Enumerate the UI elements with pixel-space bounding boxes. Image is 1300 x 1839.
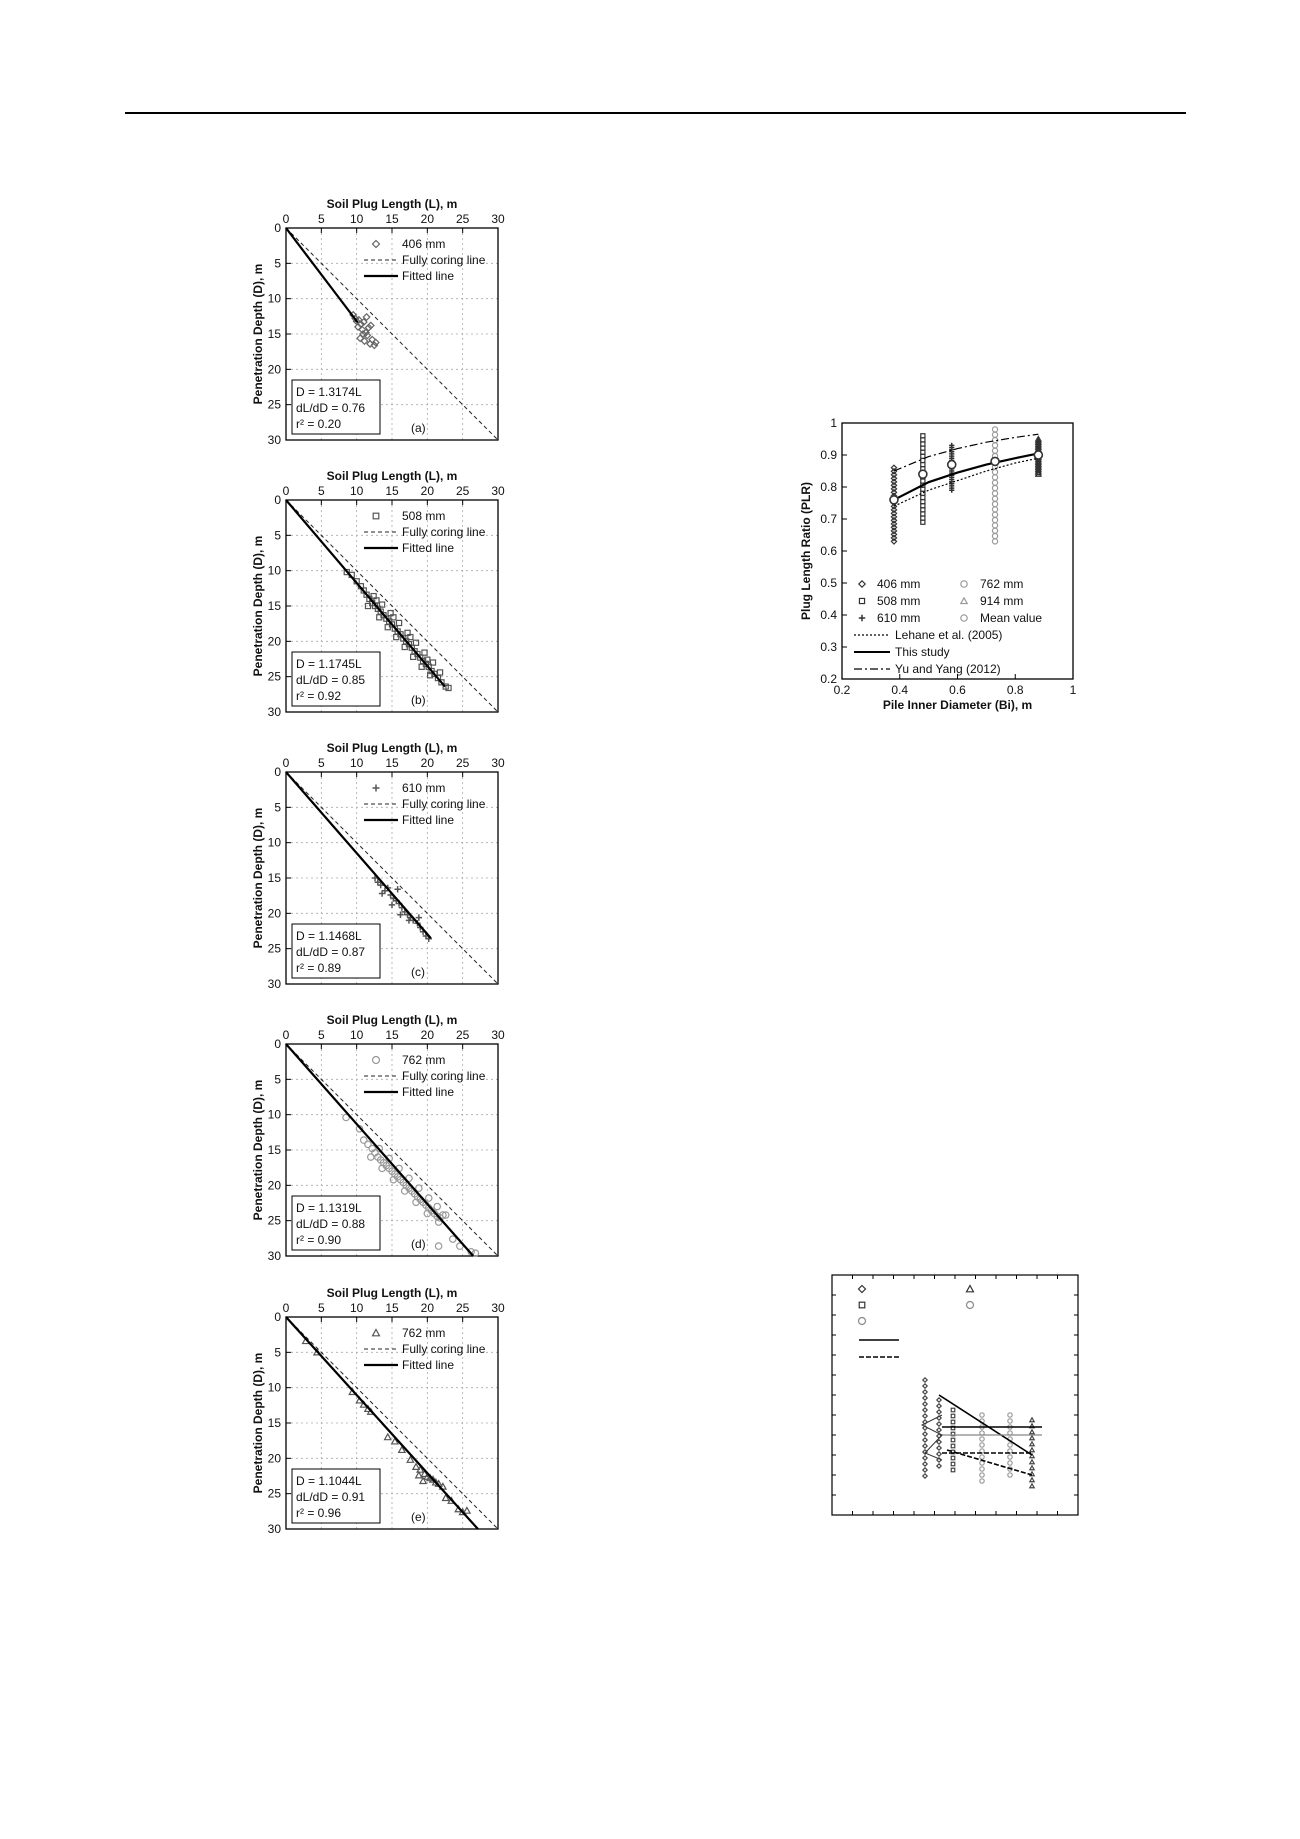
data-point	[923, 1438, 927, 1442]
y-tick-label: 20	[267, 1178, 281, 1193]
panel-label: (e)	[411, 1510, 426, 1524]
y-tick-label: 15	[267, 871, 281, 885]
x-tick-label: 10	[349, 1301, 364, 1315]
data-point	[1008, 1419, 1012, 1423]
y-axis-title: Penetration Depth (D), m	[251, 1079, 265, 1221]
equation-text: dL/dD = 0.88	[296, 1217, 366, 1231]
data-point	[1030, 1436, 1034, 1440]
plr-data-point	[891, 535, 896, 540]
legend-label-coring: Fully coring line	[402, 525, 486, 539]
x-axis-title: Soil Plug Length (L), m	[326, 1013, 458, 1027]
y-tick-label: 25	[267, 1213, 281, 1228]
legend-marker	[859, 581, 865, 587]
y-tick-label: 0.8	[820, 480, 837, 494]
plr-data-point	[992, 491, 997, 496]
y-tick-label: 15	[267, 327, 281, 341]
data-point	[464, 1507, 470, 1513]
x-tick-label: 25	[455, 1028, 470, 1042]
plr-data-point	[891, 521, 896, 526]
data-point	[434, 1203, 440, 1209]
y-axis-title: Plug Length Ratio (PLR)	[799, 482, 813, 620]
plr-data-point	[891, 511, 896, 516]
legend-label: Lehane et al. (2005)	[895, 628, 1003, 642]
equation-text: D = 1.1745L	[296, 657, 362, 671]
x-tick-label: 30	[491, 1301, 505, 1315]
plr-data-point	[891, 479, 896, 484]
data-point	[951, 1444, 955, 1448]
data-point	[980, 1467, 984, 1471]
data-point	[937, 1452, 941, 1456]
plr-data-point	[992, 523, 997, 528]
legend-marker	[967, 1286, 974, 1292]
data-point	[416, 914, 422, 920]
legend-marker	[961, 598, 967, 604]
data-point	[951, 1438, 955, 1442]
x-tick-label: 20	[420, 484, 435, 498]
y-tick-label: 10	[267, 563, 281, 578]
panel-label: (b)	[411, 693, 426, 707]
panel-label: (d)	[411, 1237, 426, 1251]
data-point	[980, 1479, 984, 1483]
y-tick-label: 10	[267, 291, 281, 306]
plot-frame	[832, 1275, 1078, 1515]
data-point	[435, 1243, 441, 1249]
panel-label: (c)	[411, 965, 425, 979]
legend-label-fitted: Fitted line	[402, 813, 455, 827]
equation-text: r² = 0.92	[296, 689, 342, 703]
plr-data-point	[992, 475, 997, 480]
data-point	[923, 1444, 927, 1448]
plr-data-point	[992, 427, 997, 432]
x-tick-label: 25	[455, 756, 470, 770]
data-point	[923, 1414, 927, 1418]
plr-data-point	[891, 486, 896, 491]
y-tick-label: 0.3	[820, 640, 837, 654]
x-tick-label: 0.6	[949, 683, 966, 697]
data-point	[937, 1398, 941, 1402]
plr-data-point	[992, 517, 997, 522]
legend-label: Yu and Yang (2012)	[895, 662, 1001, 676]
data-point	[951, 1414, 955, 1418]
x-tick-label: 1	[1069, 683, 1077, 697]
y-tick-label: 30	[267, 977, 281, 991]
panel-c	[251, 741, 505, 991]
x-tick-label: 0.8	[1006, 683, 1024, 697]
fit-line	[939, 1395, 1032, 1455]
plr-data-point	[891, 532, 896, 537]
legend-marker	[859, 1286, 866, 1293]
data-point	[368, 1154, 374, 1160]
equation-text: D = 1.1468L	[296, 929, 362, 943]
x-tick-label: 0	[282, 484, 290, 498]
legend-marker	[859, 1302, 865, 1308]
legend-marker	[373, 513, 379, 519]
plr-data-point	[891, 490, 896, 495]
data-point	[1030, 1442, 1034, 1446]
y-tick-label: 20	[267, 906, 281, 921]
y-tick-label: 15	[267, 1416, 281, 1430]
y-tick-label: 25	[267, 397, 281, 412]
data-point	[389, 902, 395, 908]
equation-text: D = 1.1319L	[296, 1201, 362, 1215]
data-point	[420, 1478, 426, 1484]
y-tick-label: 25	[267, 1486, 281, 1501]
data-point	[980, 1455, 984, 1459]
plr-data-point	[992, 512, 997, 517]
plr-data-point	[891, 469, 896, 474]
plr-data-point	[891, 528, 896, 533]
equation-text: r² = 0.90	[296, 1233, 342, 1247]
data-point	[426, 1195, 432, 1201]
panel-e	[251, 1286, 505, 1536]
y-tick-label: 20	[267, 362, 281, 377]
equation-text: dL/dD = 0.87	[296, 945, 366, 959]
plr-data-point	[891, 525, 896, 530]
y-tick-label: 20	[267, 1451, 281, 1466]
plr-data-point	[992, 448, 997, 453]
plr-data-point	[891, 476, 896, 481]
data-point	[923, 1378, 927, 1382]
equation-text: D = 1.1044L	[296, 1474, 362, 1488]
legend-label-coring: Fully coring line	[402, 1342, 486, 1356]
x-tick-label: 15	[385, 756, 399, 770]
legend-label-coring: Fully coring line	[402, 253, 486, 267]
x-tick-label: 0	[282, 756, 290, 770]
data-point	[1008, 1455, 1012, 1459]
data-point	[951, 1420, 955, 1424]
x-tick-label: 20	[420, 1301, 435, 1315]
equation-text: r² = 0.89	[296, 961, 342, 975]
y-tick-label: 1	[830, 416, 837, 430]
mean-value-point	[1034, 451, 1042, 459]
fit-line	[947, 1450, 1032, 1475]
legend-label-coring: Fully coring line	[402, 1069, 486, 1083]
x-tick-label: 20	[420, 756, 435, 770]
plr-data-point	[992, 501, 997, 506]
x-axis-title: Soil Plug Length (L), m	[326, 1286, 458, 1300]
y-tick-label: 20	[267, 634, 281, 649]
panel-label: (a)	[411, 421, 426, 435]
x-tick-label: 10	[349, 484, 364, 498]
data-point	[1008, 1473, 1012, 1477]
legend-marker	[859, 615, 865, 621]
y-axis-title: Penetration Depth (D), m	[251, 535, 265, 677]
data-point	[1030, 1430, 1034, 1434]
plr-data-point	[992, 496, 997, 501]
y-tick-label: 5	[274, 1072, 281, 1087]
x-tick-label: 30	[491, 756, 505, 770]
data-point	[951, 1408, 955, 1412]
data-point	[980, 1443, 984, 1447]
legend-label-series: 610 mm	[402, 781, 446, 795]
data-point	[937, 1422, 941, 1426]
equation-text: dL/dD = 0.91	[296, 1490, 366, 1504]
y-tick-label: 0	[274, 493, 281, 507]
mean-value-point	[919, 470, 927, 478]
x-tick-label: 25	[455, 1301, 470, 1315]
plr-data-point	[992, 485, 997, 490]
legend-label: 762 mm	[980, 577, 1024, 591]
x-tick-label: 30	[491, 1028, 505, 1042]
x-tick-label: 5	[317, 756, 325, 770]
data-point	[980, 1413, 984, 1417]
plr-data-point	[992, 469, 997, 474]
y-tick-label: 0.4	[820, 608, 837, 622]
plr-data-point	[891, 472, 896, 477]
y-axis-title: Penetration Depth (D), m	[251, 807, 265, 949]
x-axis-title: Pile Inner Diameter (Bi), m	[882, 698, 1033, 712]
data-point	[923, 1396, 927, 1400]
y-tick-label: 5	[274, 800, 281, 815]
data-point	[951, 1462, 955, 1466]
y-axis-title: Penetration Depth (D), m	[251, 263, 265, 405]
plr-data-point	[891, 514, 896, 519]
data-point	[1030, 1460, 1034, 1464]
y-tick-label: 30	[267, 433, 281, 447]
plr-data-point	[891, 518, 896, 523]
legend-label-fitted: Fitted line	[402, 1085, 455, 1099]
plr-data-point	[992, 443, 997, 448]
y-tick-label: 0	[274, 1310, 281, 1324]
x-tick-label: 15	[385, 1301, 399, 1315]
data-point	[394, 886, 400, 892]
y-tick-label: 30	[267, 1522, 281, 1536]
legend-label-series: 762 mm	[402, 1326, 446, 1340]
legend-label: 610 mm	[877, 611, 921, 625]
plr-data-point	[992, 432, 997, 437]
data-point	[1030, 1418, 1034, 1422]
legend-label: This study	[895, 645, 950, 659]
data-point	[923, 1432, 927, 1436]
data-point	[1008, 1443, 1012, 1447]
data-point	[923, 1384, 927, 1388]
legend-label: 508 mm	[877, 594, 921, 608]
data-point	[1030, 1466, 1034, 1470]
data-point	[923, 1456, 927, 1460]
data-point	[1030, 1448, 1034, 1452]
data-point	[937, 1404, 941, 1408]
x-tick-label: 0	[282, 212, 290, 226]
data-point	[923, 1390, 927, 1394]
y-tick-label: 0.7	[820, 512, 837, 526]
y-tick-label: 0	[274, 765, 281, 779]
data-point	[1008, 1461, 1012, 1465]
equation-text: D = 1.3174L	[296, 385, 362, 399]
data-point	[385, 1434, 391, 1440]
x-tick-label: 5	[317, 212, 325, 226]
plr-data-point	[992, 480, 997, 485]
y-tick-label: 30	[267, 1249, 281, 1263]
legend-label-fitted: Fitted line	[402, 1358, 455, 1372]
y-tick-label: 0.9	[820, 448, 837, 462]
x-tick-label: 5	[317, 484, 325, 498]
legend-label-coring: Fully coring line	[402, 797, 486, 811]
data-point	[1008, 1413, 1012, 1417]
data-point	[437, 670, 442, 675]
data-point	[923, 1468, 927, 1472]
legend-marker	[373, 241, 380, 248]
legend-label: Mean value	[980, 611, 1043, 625]
x-tick-label: 10	[349, 212, 364, 226]
y-tick-label: 25	[267, 941, 281, 956]
legend-label-fitted: Fitted line	[402, 269, 455, 283]
x-tick-label: 0.2	[833, 683, 851, 697]
legend-label-series: 508 mm	[402, 509, 446, 523]
plr-data-point	[891, 507, 896, 512]
y-tick-label: 0	[274, 1037, 281, 1051]
this-study-curve	[894, 453, 1038, 499]
x-tick-label: 5	[317, 1301, 325, 1315]
plr-data-point	[992, 539, 997, 544]
y-tick-label: 15	[267, 1143, 281, 1157]
y-axis-title: Penetration Depth (D), m	[251, 1352, 265, 1494]
y-tick-label: 15	[267, 599, 281, 613]
legend-marker	[961, 615, 967, 621]
data-point	[923, 1402, 927, 1406]
legend-label: 914 mm	[980, 594, 1024, 608]
mean-value-point	[991, 457, 999, 465]
data-point	[980, 1473, 984, 1477]
data-point	[1030, 1484, 1034, 1488]
data-point	[951, 1468, 955, 1472]
panel-d	[251, 1013, 505, 1263]
legend-marker	[373, 785, 380, 792]
data-point	[980, 1437, 984, 1441]
plr-data-point	[891, 539, 896, 544]
data-point	[416, 1472, 422, 1478]
x-tick-label: 25	[455, 212, 470, 226]
mean-value-point	[948, 461, 956, 469]
plr-data-point	[992, 507, 997, 512]
y-tick-label: 30	[267, 705, 281, 719]
data-point	[937, 1464, 941, 1468]
x-axis-title: Soil Plug Length (L), m	[326, 741, 458, 755]
y-tick-label: 0.6	[820, 544, 837, 558]
plr-data-point	[992, 533, 997, 538]
x-tick-label: 15	[385, 1028, 399, 1042]
x-tick-label: 15	[385, 484, 399, 498]
lehane-curve	[894, 458, 1038, 506]
equation-text: r² = 0.96	[296, 1506, 342, 1520]
x-tick-label: 0	[282, 1028, 290, 1042]
x-tick-label: 10	[349, 756, 364, 770]
data-point	[937, 1446, 941, 1450]
equation-text: dL/dD = 0.76	[296, 401, 366, 415]
data-point	[937, 1410, 941, 1414]
plr-data-point	[891, 483, 896, 488]
data-point	[923, 1462, 927, 1466]
y-tick-label: 25	[267, 669, 281, 684]
data-point	[937, 1428, 941, 1432]
data-point	[1030, 1478, 1034, 1482]
x-tick-label: 30	[491, 484, 505, 498]
legend-label-series: 762 mm	[402, 1053, 446, 1067]
y-tick-label: 10	[267, 835, 281, 850]
legend-marker	[961, 581, 967, 587]
legend-marker	[859, 598, 864, 603]
x-axis-title: Soil Plug Length (L), m	[326, 469, 458, 483]
x-tick-label: 30	[491, 212, 505, 226]
legend-label-fitted: Fitted line	[402, 541, 455, 555]
panel-a	[251, 197, 505, 447]
x-tick-label: 20	[420, 212, 435, 226]
legend-label-series: 406 mm	[402, 237, 446, 251]
fitted-line	[286, 228, 358, 322]
y-tick-label: 10	[267, 1107, 281, 1122]
data-point	[368, 322, 374, 328]
y-tick-label: 5	[274, 528, 281, 543]
y-tick-label: 0.5	[820, 576, 837, 590]
data-point	[923, 1408, 927, 1412]
equation-text: r² = 0.20	[296, 417, 342, 431]
legend-marker	[859, 1318, 866, 1325]
legend-label: 406 mm	[877, 577, 921, 591]
data-point	[397, 620, 402, 625]
panel-bottom-right	[832, 1275, 1078, 1515]
equation-text: dL/dD = 0.85	[296, 673, 366, 687]
plr-data-point	[992, 528, 997, 533]
y-tick-label: 0	[274, 221, 281, 235]
yu-yang-curve	[894, 434, 1038, 471]
y-tick-label: 5	[274, 256, 281, 271]
mean-value-point	[890, 496, 898, 504]
x-tick-label: 10	[349, 1028, 364, 1042]
data-point	[951, 1456, 955, 1460]
legend-marker	[373, 1057, 380, 1064]
x-tick-label: 15	[385, 212, 399, 226]
panel-b	[251, 469, 505, 719]
legend-marker	[967, 1302, 974, 1309]
x-tick-label: 0	[282, 1301, 290, 1315]
y-tick-label: 10	[267, 1380, 281, 1395]
x-tick-label: 5	[317, 1028, 325, 1042]
data-point	[923, 1474, 927, 1478]
x-tick-label: 25	[455, 484, 470, 498]
y-tick-label: 5	[274, 1345, 281, 1360]
panel-plr	[799, 416, 1077, 712]
x-axis-title: Soil Plug Length (L), m	[326, 197, 458, 211]
y-tick-label: 0.2	[820, 672, 837, 686]
legend-marker	[373, 1330, 380, 1336]
x-tick-label: 0.4	[891, 683, 909, 697]
x-tick-label: 20	[420, 1028, 435, 1042]
